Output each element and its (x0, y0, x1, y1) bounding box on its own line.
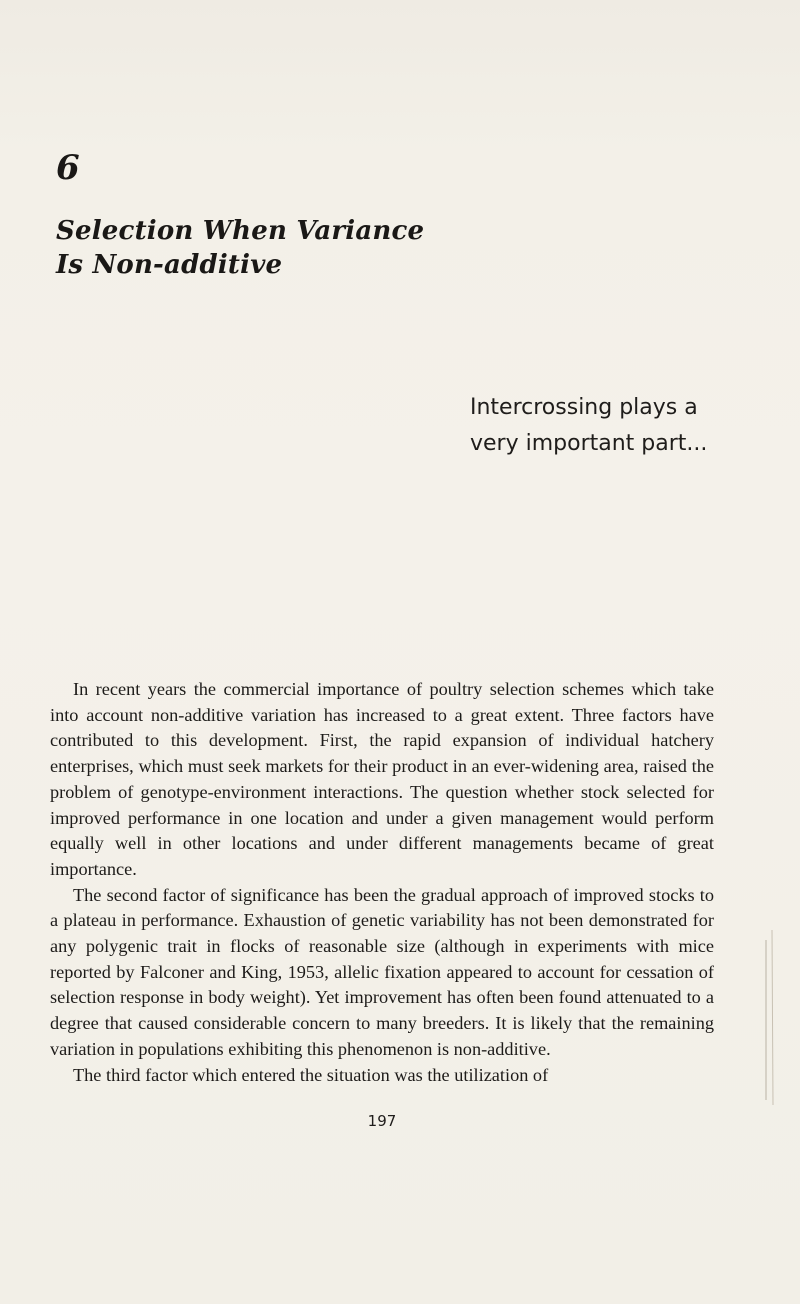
chapter-title-line-2: Is Non-additive (56, 250, 283, 280)
page-number: 197 (367, 1112, 397, 1130)
paragraph-2: The second factor of significance has been the gradual approach of improved stocks to a plateau in performance. Exhaustion of genetic variability has not been demonstrated for any polygenic trait in flocks of reasonable size (although in experiments with mice reported by Falconer and King, 1953, allelic fixation appeared to account for cessation of selection response in body weight). Yet improvement has often been found attenuated to a degree that caused considerable concern to many breeders. It is likely that the remaining variation in populations exhibiting this phenomenon is non-additive. (50, 884, 714, 1059)
epigraph (470, 390, 730, 462)
chapter-title-line-1: Selection When Variance (56, 216, 425, 246)
body-text (50, 677, 714, 1088)
paragraph-3: The third factor which entered the situation was the utilization of (73, 1064, 549, 1085)
paragraph-1: In recent years the commercial importance of poultry selection schemes which take into account non-additive variation has increased to a great extent. Three factors have contributed to this development. First, the rapid expansion of individual hatchery enterprises, which must seek markets for their product in an ever-widening area, raised the problem of genotype-environment interactions. The question whether stock selected for improved performance in one location and under a given management would perform equally well in other locations and under different managements became of great importance. (50, 679, 714, 879)
epigraph-line-2: very important part... (470, 431, 708, 456)
epigraph-line-1: Intercrossing plays a (470, 395, 698, 420)
chapter-title (56, 214, 616, 282)
chapter-number: 6 (56, 148, 80, 188)
margin-marks (760, 930, 780, 1110)
